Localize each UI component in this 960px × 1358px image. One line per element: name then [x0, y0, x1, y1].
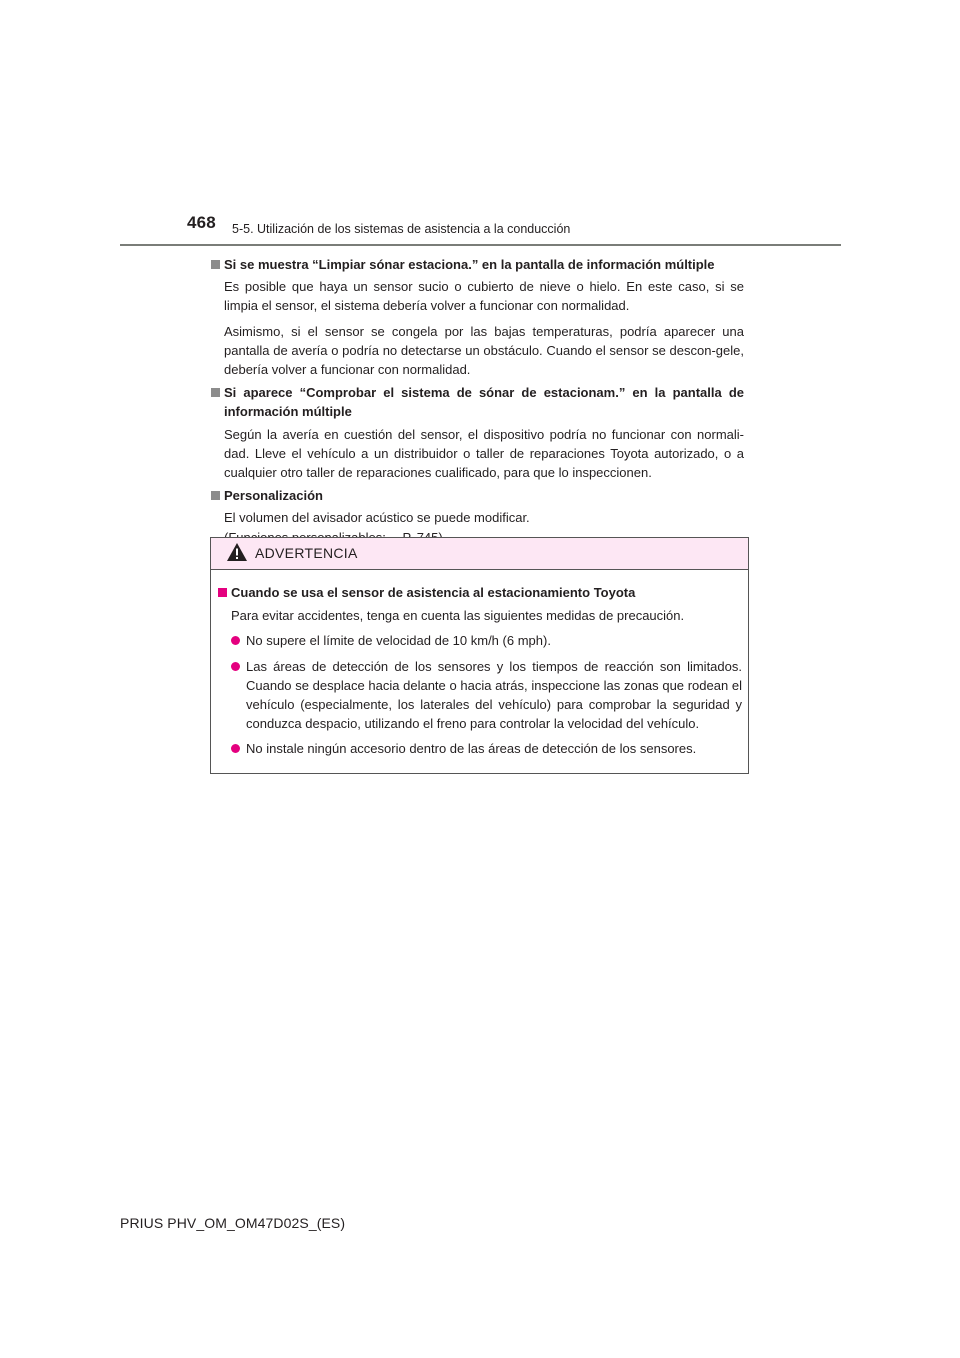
warning-body — [211, 570, 748, 759]
item-heading: Si aparece “Comprobar el sistema de sónar de estacionam.” en la pantalla de información múltiple — [224, 385, 744, 420]
paragraph: Según la avería en cuestión del sensor, el dispositivo podría no funcionar con normali-dad. Lleve el vehículo a un distribuidor o taller de reparaciones Toyota autorizado, o a cualquier otro taller de reparaciones cualificado, para que lo inspeccionen. — [224, 426, 744, 481]
item-heading: Si se muestra “Limpiar sónar estaciona.” en la pantalla de información múltiple — [224, 257, 715, 272]
section-title: 5-5. Utilización de los sistemas de asistencia a la conducción — [232, 222, 571, 236]
square-bullet-icon — [218, 588, 227, 597]
circle-bullet-icon — [231, 662, 240, 671]
bullet-text: No instale ningún accesorio dentro de las áreas de detección de los sensores. — [246, 741, 697, 757]
warning-triangle-icon — [226, 542, 248, 562]
square-bullet-icon — [211, 388, 220, 397]
warning-heading: Cuando se usa el sensor de asistencia al estacionamiento Toyota — [231, 585, 636, 600]
footer-document-code: PRIUS PHV_OM_OM47D02S_(ES) — [120, 1215, 346, 1231]
paragraph: Asimismo, si el sensor se congela por las bajas temperaturas, podría aparecer una pantalla de avería o podría no detectarse un obstáculo. Cuando el sensor se descon-gele, debería volver a funcionar con normalidad. — [224, 323, 744, 378]
item-heading: Personalización — [224, 488, 323, 504]
warning-intro: Para evitar accidentes, tenga en cuenta las siguientes medidas de precaución. — [231, 608, 685, 624]
square-bullet-icon — [211, 260, 220, 269]
list-item — [231, 739, 742, 758]
list-item — [231, 657, 742, 734]
warning-header — [211, 538, 748, 570]
paragraph: Es posible que haya un sensor sucio o cubierto de nieve o hielo. En este caso, si se limpia el sensor, el sistema debería volver a funcionar con normalidad. — [224, 279, 744, 314]
page-number: 468 — [187, 213, 216, 232]
circle-bullet-icon — [231, 636, 240, 645]
square-bullet-icon — [211, 491, 220, 500]
item-clean-sonar — [211, 255, 744, 379]
header-rule — [120, 244, 841, 246]
main-content — [211, 255, 744, 551]
paragraph-line: El volumen del avisador acústico se puede modificar. — [224, 510, 530, 526]
list-item — [231, 631, 742, 650]
warning-title: ADVERTENCIA — [255, 545, 358, 561]
circle-bullet-icon — [231, 744, 240, 753]
bullet-text: No supere el límite de velocidad de 10 km/h (6 mph). — [246, 633, 551, 649]
warning-box — [210, 537, 749, 774]
item-check-sonar — [211, 383, 744, 482]
bullet-text: Las áreas de detección de los sensores y los tiempos de reacción son limitados. Cuando se desplace hacia delante o hacia atrás, inspeccione las zonas que rodean el vehículo (especialmente, los laterales del vehículo) para comprobar la seguridad y conduzca despacio, utilizando el freno para controlar la velocidad del vehículo. — [246, 658, 742, 732]
